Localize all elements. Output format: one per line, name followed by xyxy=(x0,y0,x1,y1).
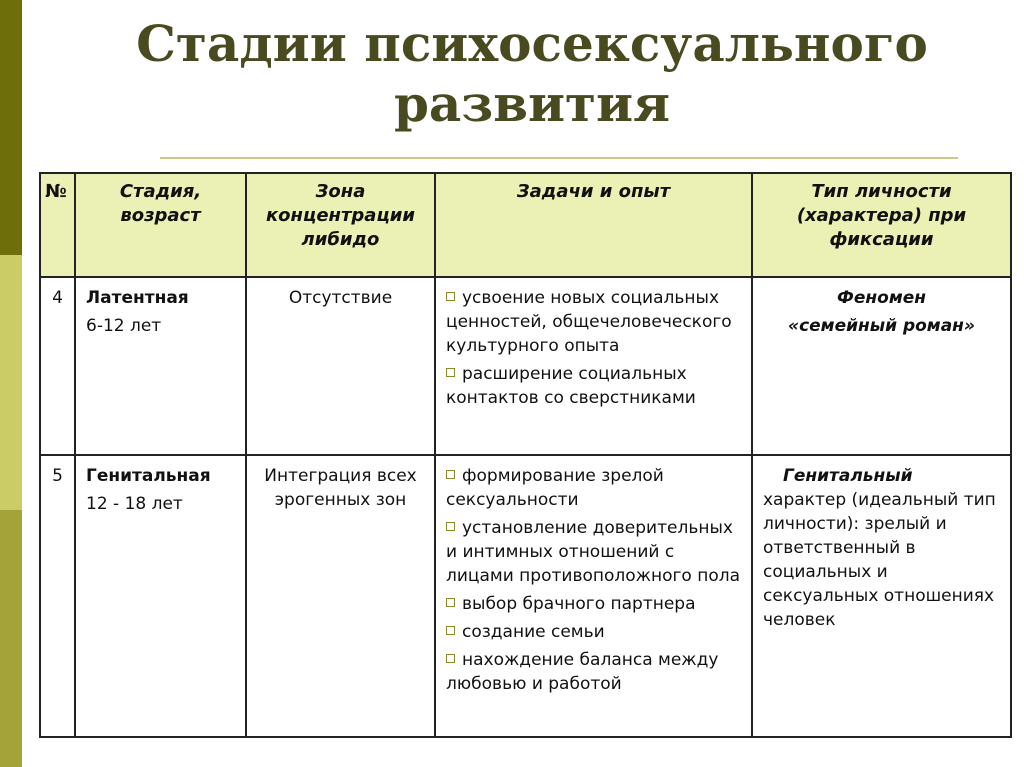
list-item: формирование зрелой сексуальности xyxy=(446,466,664,510)
personality-type-description: характер (идеальный тип личности): зрелый и ответственный в социальных и сексуальных отношениях человек xyxy=(763,490,996,630)
title-divider xyxy=(160,157,958,159)
sidebar-stripe-middle xyxy=(0,255,22,510)
stages-table xyxy=(39,172,1012,738)
page-title xyxy=(40,14,1024,134)
list-item: расширение социальных контактов со сверстниками xyxy=(446,364,696,408)
list-item: создание семьи xyxy=(446,620,741,644)
header-tasks: Задачи и опыт xyxy=(435,173,752,277)
list-item: усвоение новых социальных ценностей, общечеловеческого культурного опыта xyxy=(446,288,732,356)
row-num: 5 xyxy=(40,455,75,737)
personality-type-title: Феномен xyxy=(837,288,926,308)
square-bullet-icon xyxy=(446,522,455,531)
square-bullet-icon xyxy=(446,598,455,607)
personality-type-subtitle: «семейный роман» xyxy=(788,316,975,336)
stage-cell xyxy=(75,455,246,737)
sidebar-stripe-top xyxy=(0,0,22,255)
personality-type-title: Генитальный xyxy=(783,466,913,486)
table-header-row xyxy=(40,173,1011,277)
list-item: нахождение баланса между любовью и работой xyxy=(446,650,719,694)
table-row xyxy=(40,277,1011,455)
header-personality-type: Тип личности (характера) при фиксации xyxy=(752,173,1011,277)
sidebar-stripe-bottom xyxy=(0,510,22,767)
square-bullet-icon xyxy=(446,292,455,301)
square-bullet-icon xyxy=(446,470,455,479)
square-bullet-icon xyxy=(446,654,455,663)
list-item: установление доверительных и интимных отношений с лицами противоположного пола xyxy=(446,518,741,586)
personality-type-cell xyxy=(752,455,1011,737)
header-zone: Зона концентрации либидо xyxy=(246,173,435,277)
zone-cell: Отсутствие xyxy=(246,277,435,455)
page-title-line1: Стадии психосексуального xyxy=(136,14,928,73)
list-item: выбор брачного партнера xyxy=(446,592,741,616)
stage-age: 6-12 лет xyxy=(86,316,162,336)
tasks-cell xyxy=(435,277,752,455)
square-bullet-icon xyxy=(446,626,455,635)
table-row xyxy=(40,455,1011,737)
stage-name: Латентная xyxy=(86,288,189,308)
header-num: № xyxy=(40,173,75,277)
stage-age: 12 - 18 лет xyxy=(86,494,183,514)
personality-type-cell xyxy=(752,277,1011,455)
stage-cell xyxy=(75,277,246,455)
square-bullet-icon xyxy=(446,368,455,377)
page-title-line2: развития xyxy=(393,74,671,133)
zone-cell: Интеграция всех эрогенных зон xyxy=(246,455,435,737)
row-num: 4 xyxy=(40,277,75,455)
header-stage: Стадия, возраст xyxy=(75,173,246,277)
stage-name: Генитальная xyxy=(86,466,211,486)
tasks-cell xyxy=(435,455,752,737)
